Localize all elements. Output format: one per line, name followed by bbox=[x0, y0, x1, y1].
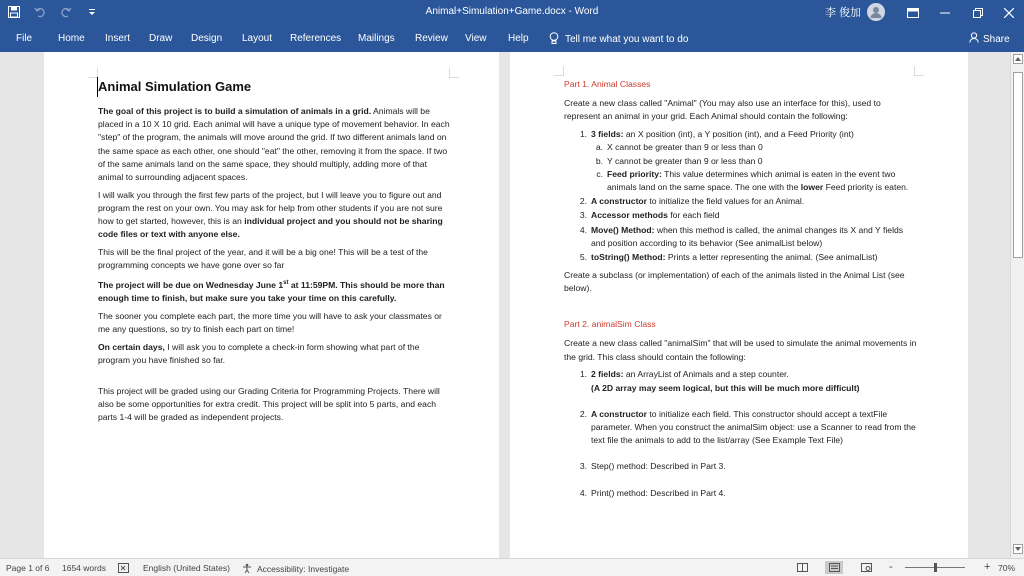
paragraph[interactable]: On certain days, I will ask you to complete a check-in form showing what part of the program you have finished so far. bbox=[98, 342, 420, 366]
share-button[interactable] bbox=[969, 32, 1010, 46]
title-bar bbox=[0, 0, 1024, 26]
list-item[interactable]: 3. Step() method: Described in Part 3. bbox=[579, 461, 726, 472]
proofing-icon[interactable] bbox=[118, 563, 129, 573]
vertical-scrollbar[interactable] bbox=[1010, 52, 1024, 558]
sub-list-item[interactable]: b. Y cannot be greater than 9 or less than 0 bbox=[595, 155, 763, 166]
tab-file[interactable]: File bbox=[16, 33, 33, 44]
scroll-down-icon[interactable] bbox=[1013, 544, 1023, 554]
tab-home[interactable]: Home bbox=[58, 33, 85, 44]
page-1-content[interactable] bbox=[98, 75, 450, 429]
share-person-icon bbox=[969, 32, 979, 46]
paragraph[interactable]: This project will be graded using our Grading Criteria for Programming Projects. There will also be some opportunities for extra credit. This project will be split into 5 parts, and each parts 1-4 will be graded as independent projects. bbox=[98, 386, 440, 423]
paragraph[interactable]: Create a subclass (or implementation) of each of the animals listed in the Animal List (see below). bbox=[564, 270, 905, 294]
print-layout-icon[interactable] bbox=[825, 561, 843, 574]
paragraph[interactable]: Create a new class called "animalSim" that will be used to simulate the animal movements in the grid. This class should contain the following: bbox=[564, 338, 917, 362]
minimize-icon[interactable] bbox=[930, 0, 960, 26]
zoom-slider-thumb[interactable] bbox=[934, 563, 937, 572]
crop-mark-icon bbox=[914, 66, 924, 76]
tab-review[interactable]: Review bbox=[415, 33, 448, 44]
page-count[interactable]: Page 1 of 6 bbox=[6, 563, 50, 573]
spacer bbox=[564, 300, 918, 318]
page-2-content[interactable] bbox=[564, 78, 918, 501]
paragraph[interactable]: The goal of this project is to build a simulation of animals in a grid. Animals will be placed in a 10 X 10 grid. Each animal will have a unique type of movement behavior. In each "step" of the program, the animals will move around the grid. If two different animals land on the same space as each other, one should "eat" the other, removing it from the space. If two of the same animals land on the same space, they should multiply, adding more of that animal to surrounding adjacent spaces. bbox=[98, 106, 450, 183]
tab-view[interactable]: View bbox=[465, 33, 487, 44]
zoom-out-button[interactable]: - bbox=[889, 561, 893, 573]
paragraph[interactable]: The project will be due on Wednesday June 1st at 11:59PM. This should be more than enough time to finish, but make sure you take your time on this carefully. bbox=[98, 280, 445, 304]
text-cursor bbox=[97, 77, 98, 97]
read-mode-icon[interactable] bbox=[793, 561, 811, 574]
user-name[interactable]: 李 俊加 bbox=[825, 7, 862, 19]
document-heading[interactable]: Animal Simulation Game bbox=[98, 75, 450, 99]
tell-me-text[interactable]: Tell me what you want to do bbox=[565, 34, 689, 45]
close-icon[interactable] bbox=[994, 0, 1024, 26]
restore-icon[interactable] bbox=[963, 0, 993, 26]
accessibility-status[interactable]: Accessibility: Investigate bbox=[242, 563, 349, 574]
tab-design[interactable]: Design bbox=[191, 33, 223, 44]
tab-layout[interactable]: Layout bbox=[242, 33, 273, 44]
lightbulb-icon bbox=[549, 32, 559, 47]
tell-me-box[interactable] bbox=[549, 32, 688, 47]
crop-mark-icon bbox=[449, 68, 459, 78]
tab-draw[interactable]: Draw bbox=[149, 33, 173, 44]
share-label[interactable]: Share bbox=[983, 33, 1010, 45]
ribbon-display-icon[interactable] bbox=[898, 0, 928, 26]
zoom-level[interactable]: 70% bbox=[998, 563, 1016, 573]
list-item[interactable]: 1. 3 fields: an X position (int), a Y position (int), and a Feed Priority (int) a. X cannot be greater than 9 or less than 0 b. Y cannot be greater than 9 or less than 0 c. Feed priority: This value determines which animal is eaten in the event two animals land on the same space. The one with the lower Feed priority is eaten. bbox=[564, 128, 918, 194]
ribbon-tabs bbox=[0, 26, 1024, 52]
language[interactable]: English (United States) bbox=[143, 563, 230, 573]
paragraph[interactable]: Create a new class called "Animal" (You may also use an interface for this), used to represent an animal in your grid. Each Animal should contain the following: bbox=[564, 98, 881, 122]
crop-mark-icon bbox=[554, 66, 564, 76]
list-item[interactable]: 2. A constructor to initialize the field values for an Animal. bbox=[579, 196, 805, 207]
web-layout-icon[interactable] bbox=[857, 561, 875, 574]
part1-list bbox=[564, 128, 918, 264]
part1-heading[interactable]: Part 1. Animal Classes bbox=[564, 79, 651, 89]
page-2[interactable] bbox=[510, 52, 968, 558]
list-item[interactable]: 1. 2 fields: an ArrayList of Animals and a step counter. (A 2D array may seem logical, but this will be much more difficult) bbox=[579, 369, 860, 393]
list-item[interactable]: 4. Move() Method: when this method is called, the animal changes its X and Y fields and position according to its behavior (See animalList below) bbox=[579, 224, 904, 248]
tab-mailings[interactable]: Mailings bbox=[358, 33, 395, 44]
paragraph[interactable]: I will walk you through the first few parts of the project, but I will leave you to figure out and program the rest on your own. You may ask for help from other students if you are not sure how to get started, however, this is an individual project and you should not be sharing code files or text with anyone else. bbox=[98, 189, 443, 240]
sub-list-item[interactable]: a. X cannot be greater than 9 or less than 0 bbox=[595, 142, 763, 153]
tab-help[interactable]: Help bbox=[508, 33, 529, 44]
part2-list bbox=[564, 368, 918, 499]
part2-heading[interactable]: Part 2. animalSim Class bbox=[564, 319, 656, 330]
accessibility-icon bbox=[242, 563, 253, 574]
page-1[interactable] bbox=[44, 52, 499, 558]
status-bar bbox=[0, 558, 1024, 576]
paragraph[interactable]: This will be the final project of the year, and it will be a big one! This will be a test of the programming concepts we have gone over so far bbox=[98, 247, 428, 271]
word-count[interactable]: 1654 words bbox=[62, 563, 106, 573]
list-item[interactable]: 2. A constructor to initialize each field. This constructor should accept a textFile parameter. When you construct the animalSim object: use a Scanner to read from the text file the animals to add to the list/array (See Example Text File) bbox=[579, 408, 916, 446]
sub-list-item[interactable]: c. Feed priority: This value determines which animal is eaten in the event two animals land on the same space. The one with the lower Feed priority is eaten. bbox=[596, 168, 909, 193]
list-item[interactable]: 4. Print() method: Described in Part 4. bbox=[579, 487, 726, 498]
document-title: Animal+Simulation+Game.docx - Word bbox=[425, 6, 599, 17]
list-item[interactable]: 3. Accessor methods for each field bbox=[579, 210, 720, 221]
spacer bbox=[98, 372, 450, 385]
user-avatar-icon[interactable] bbox=[867, 3, 885, 21]
scroll-thumb[interactable] bbox=[1013, 72, 1023, 258]
tab-insert[interactable]: Insert bbox=[105, 33, 131, 44]
tab-references[interactable]: References bbox=[290, 33, 342, 44]
zoom-in-button[interactable]: + bbox=[984, 561, 991, 573]
paragraph[interactable]: The sooner you complete each part, the more time you will have to ask your classmates or me any questions, so try to finish each part on time! bbox=[98, 311, 442, 335]
list-item[interactable]: 5. toString() Method: Prints a letter representing the animal. (See animalList) bbox=[579, 252, 878, 263]
document-area[interactable] bbox=[0, 52, 1010, 558]
account-area[interactable] bbox=[825, 3, 885, 21]
scroll-up-icon[interactable] bbox=[1013, 54, 1023, 64]
